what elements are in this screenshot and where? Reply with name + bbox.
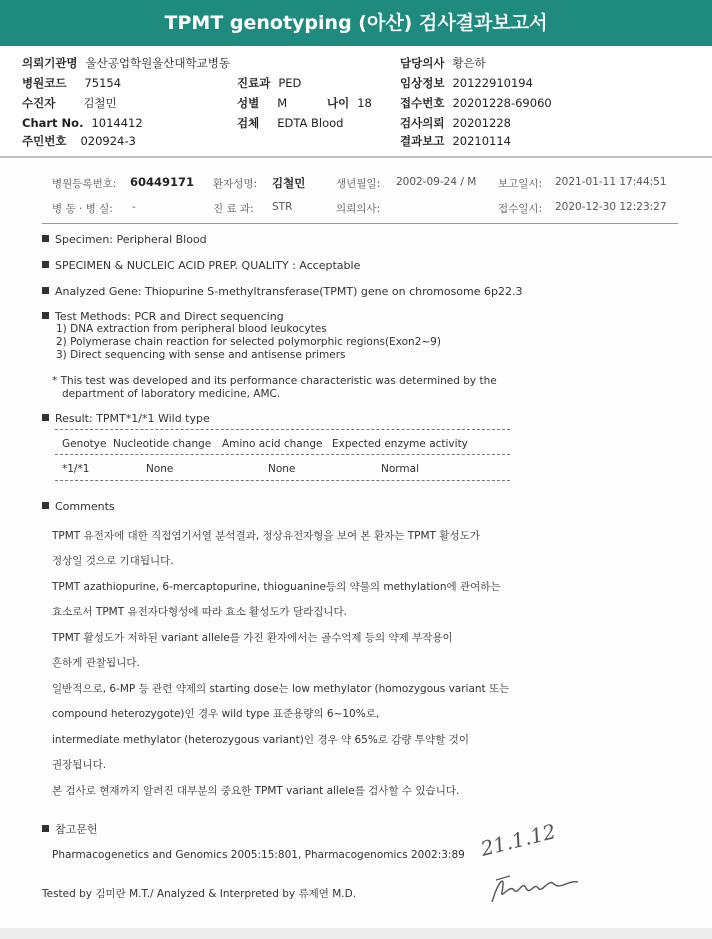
report-time-value: 2021-01-11 17:44:51 [555, 176, 667, 188]
table-header-border [55, 454, 510, 455]
dob-value: 2002-09-24 / M [396, 176, 477, 188]
comment-line: TPMT 활성도가 저하된 variant allele를 가진 환자에서는 골수억제 등의 약제 부작용이 [52, 632, 453, 644]
cell-enzyme: Normal [381, 463, 419, 475]
patient-strip-divider [42, 223, 678, 224]
handwritten-date: 21.1.12 [478, 819, 559, 861]
received-time-label: 접수일시: [498, 203, 543, 215]
col-header-amino-acid: Amino acid change [222, 438, 323, 450]
request-date-field: 검사의뢰 20201228 [400, 116, 511, 130]
name-value: 김철민 [272, 176, 306, 190]
patient-field: 수진자 김철민 [22, 96, 117, 110]
doctor-field: 담당의사 황은하 [400, 56, 486, 70]
chart-no-field: Chart No. 1014412 [22, 116, 143, 130]
gene-line: Analyzed Gene: Thiopurine S-methyltransferase(TPMT) gene on chromosome 6p22.3 [42, 285, 522, 298]
bullet-icon [42, 502, 49, 509]
report-title: TPMT genotyping (아산) 검사결과보고서 [0, 0, 712, 46]
comment-line: TPMT azathiopurine, 6-mercaptopurine, thioguanine등의 약물의 methylation에 관여하는 [52, 581, 501, 593]
bullet-icon [42, 825, 49, 832]
col-header-genotype: Genotye [62, 438, 107, 450]
note-line-1: * This test was developed and its performance characteristic was determined by the [52, 375, 497, 387]
col-header-enzyme: Expected enzyme activity [332, 438, 468, 450]
hospital-code-field: 병원코드 75154 [22, 76, 122, 90]
cell-amino-acid: None [268, 463, 296, 475]
references-text: Pharmacogenetics and Genomics 2005:15:801, Pharmacogenomics 2002:3:89 [52, 849, 465, 861]
result-line: Result: TPMT*1/*1 Wild type [42, 412, 210, 425]
age-field: 나이 18 [327, 96, 372, 110]
received-time-value: 2020-12-30 12:23:27 [555, 201, 667, 213]
referring-doctor-label: 의뢰의사: [336, 203, 381, 215]
reg-label: 병원등록번호: [52, 178, 117, 190]
page-bottom-band [0, 928, 712, 939]
methods-title: Test Methods: PCR and Direct sequencing [42, 310, 284, 323]
method-1: 1) DNA extraction from peripheral blood leukocytes [56, 323, 327, 335]
comment-line: 본 검사로 현재까지 알려진 대부분의 중요한 TPMT variant allele를 검사할 수 있습니다. [52, 785, 460, 797]
ward-value: - [132, 201, 136, 213]
cell-genotype: *1/*1 [62, 463, 90, 475]
receipt-no-field: 접수번호 20201228-69060 [400, 96, 552, 110]
comment-line: 정상일 것으로 기대됩니다. [52, 555, 174, 567]
bullet-icon [42, 312, 49, 319]
comment-line: 흔하게 관찰됩니다. [52, 657, 140, 669]
quality-line: SPECIMEN & NUCLEIC ACID PREP. QUALITY : Acceptable [42, 259, 360, 272]
dob-label: 생년월일: [336, 178, 381, 190]
clinical-info-field: 임상정보 20122910194 [400, 76, 533, 90]
specimen-type-field: 검체 EDTA Blood [237, 116, 344, 130]
header-info [0, 46, 712, 156]
table-top-border [55, 429, 510, 430]
bullet-icon [42, 287, 49, 294]
comment-line: compound heterozygote)인 경우 wild type 표준용량의 6~10%로, [52, 708, 380, 720]
comment-line: 일반적으로, 6-MP 등 관련 약제의 starting dose는 low methylator (homozygous variant 또는 [52, 683, 510, 695]
method-2: 2) Polymerase chain reaction for selected polymorphic regions(Exon2~9) [56, 336, 441, 348]
references-title: 참고문헌 [42, 821, 98, 837]
dept-label: 진 료 과: [213, 203, 254, 215]
report-sheet [0, 158, 712, 928]
method-3: 3) Direct sequencing with sense and antisense primers [56, 349, 346, 361]
resident-no-field: 주민번호 020924-3 [22, 134, 136, 148]
comment-line: 권장됩니다. [52, 759, 107, 771]
bullet-icon [42, 261, 49, 268]
reg-value: 60449171 [130, 175, 195, 189]
cell-nucleotide: None [146, 463, 174, 475]
col-header-nucleotide: Nucleotide change [113, 438, 212, 450]
table-bottom-border [55, 480, 510, 481]
institution-field: 의뢰기관명 울산공업학원울산대학교병동 [22, 56, 230, 70]
tested-by-line: Tested by 김미란 M.T./ Analyzed & Interpreted by 류제연 M.D. [42, 888, 357, 900]
ward-label: 병 동 · 병 실: [52, 203, 113, 215]
signature-icon [488, 862, 583, 912]
comment-line: intermediate methylator (heterozygous variant)인 경우 약 65%로 감량 투약할 것이 [52, 734, 469, 746]
comment-line: 효소로서 TPMT 유전자다형성에 따라 효소 활성도가 달라집니다. [52, 606, 348, 618]
bullet-icon [42, 414, 49, 421]
bullet-icon [42, 235, 49, 242]
note-line-2: department of laboratory medicine, AMC. [62, 388, 281, 400]
report-time-label: 보고일시: [498, 178, 543, 190]
comment-line: TPMT 유전자에 대한 직접염기서열 분석결과, 정상유전자형을 보여 본 환자는 TPMT 활성도가 [52, 530, 480, 542]
name-label: 환자성명: [213, 178, 258, 190]
dept-value: STR [272, 201, 293, 213]
sex-field: 성별 M [237, 96, 288, 110]
specimen-line: Specimen: Peripheral Blood [42, 233, 207, 246]
comments-title: Comments [42, 500, 115, 513]
dept-field: 진료과 PED [237, 76, 302, 90]
report-date-field: 결과보고 20210114 [400, 134, 511, 148]
